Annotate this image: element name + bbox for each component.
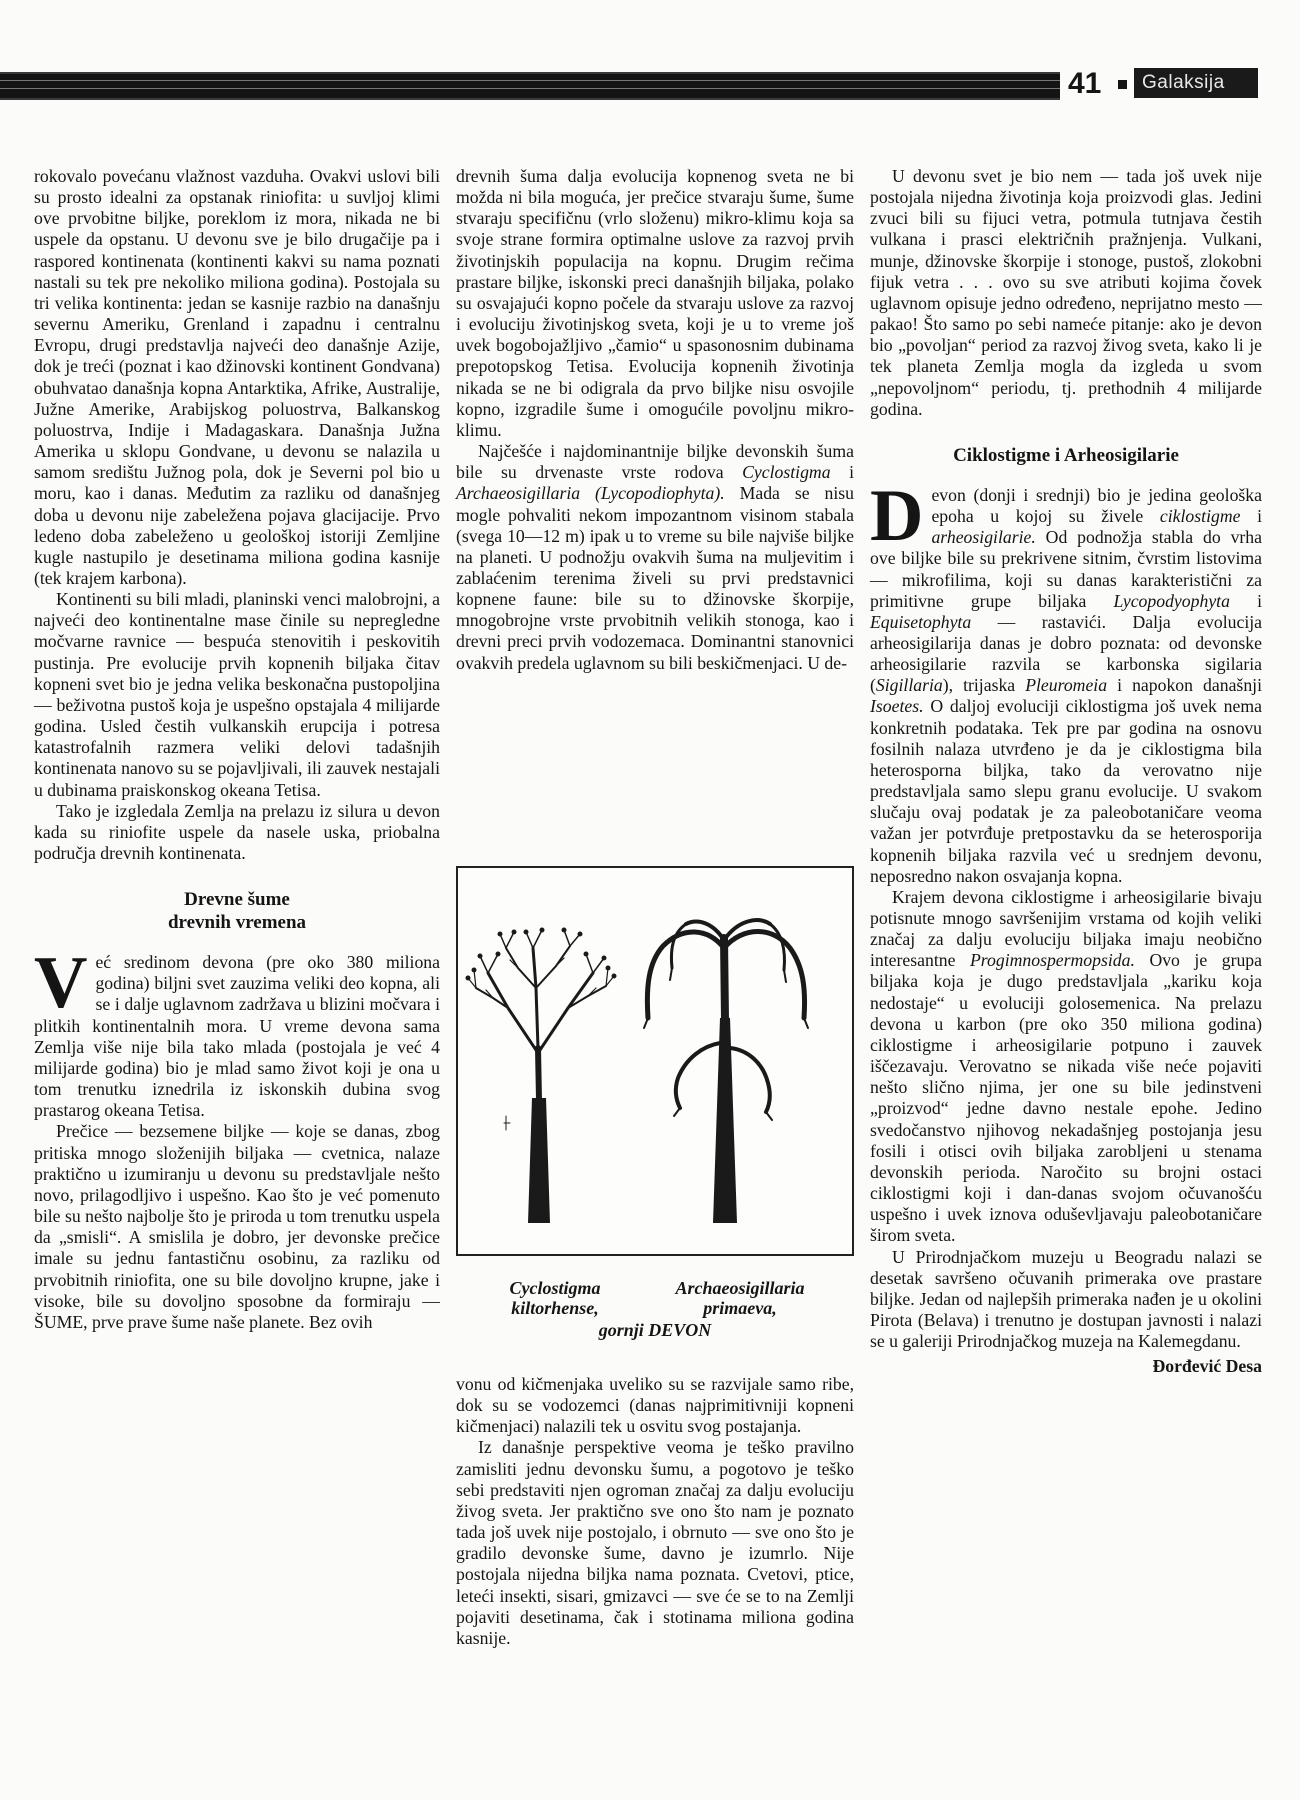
text-run: i	[1240, 506, 1262, 527]
column-3	[870, 166, 1262, 1377]
text-run: evon (donji i srednji) bio je jedina geološka epoha u kojoj su živele	[931, 484, 1262, 527]
paragraph: Kontinenti su bili mladi, planinski venci malobrojni, a najveći deo kontinentalne mase činile su nepregledne močvarne ravnice — bespuća stenovitih i peskovitih pustinja. Pre evolucije prvih kopnenih biljaka čitav kopneni svet bio je jedna velika beskonačna pustopoljina — beživotna pustoš koja je uspešno opstajala 4 milijarde godina. Usled čestih vulkanskih erupcija i potresa katastrofalnih razmera veliki delovi tadašnjih kontinenata nanovo su se pojavljivali, ili zauvek nestajali u dubinama praiskonskog okeana Tetisa.	[34, 589, 440, 800]
caption-line: primaeva,	[703, 1298, 777, 1318]
paragraph: U Prirodnjačkom muzeju u Beogradu nalazi se desetak savršeno očuvanih primeraka ove prastare biljke. Jedan od najlepših primeraka nađen je u okolini Pirota (Belava) i trenutno je dostupan javnosti i nalazi se u galeriji Prirodnjačkog muzeja na Kalemegdanu.	[870, 1246, 1262, 1352]
text-run: i	[830, 462, 854, 483]
paragraph	[456, 441, 854, 674]
paragraph: rokovalo povećanu vlažnost vazduha. Ovakvi uslovi bili su prosto idealni za opstanak riniofita: u suvljoj klimi ove prvobitne biljke, poreklom iz mora, nikada ne bi uspele da opstanu. U devonu sve je bilo drugačije pa i raspored kontinenata (kontinenti kakvi su nama poznati nastali su tek pre nekoliko miliona godina). Postojala su tri velika kontinenta: jedan se kasnije razbio na današnju severnu Ameriku, Grenland i zapadnu i centralnu Evropu, drugi predstavlja najveći deo današnje Azije, dok je treći (poznat i kao džinovski kontinent Gondvana) obuhvatao današnja kopna Antarktika, Afrike, Australije, Južne Amerike, Arabijskog poluostrva, Balkanskog poluostrva, Indije i Madagaskara. Današnja Južna Amerika u sklopu Gondvane, u devonu se nalazila u samom središtu Južnog pola, dok je Severni pol bio u moru, kao i danas. Međutim za razliku od današnjeg doba u devonu nije zabeležena pojava glacijacije. Prvo ledeno doba zabeleženo u geološkoj istoriji Zemljine kugle nastupilo je desetinama miliona godina kasnije (tek krajem karbona).	[34, 166, 440, 588]
text-run: Mada se nisu mogle pohvaliti nekom impozantnom visinom stabala (svega 10—12 m) ipak u to vreme su bile najviše biljke na planeti. U podnožju ovakvih šuma na muljevitim i zablaćenim terenima živeli su prvi predstavnici kopnene faune: bile su to džinovske škorpije, mnogobrojne vrste prvobitnih velikih stonoga, kao i drevni preci prvih vodozemaca. Dominantni stanovnici ovakvih predela uglavnom su bili beskičmenjaci. U de-	[456, 483, 854, 673]
genus-name: Archaeosigillaria (Lycopodiophyta).	[456, 483, 725, 504]
figure-caption-left	[470, 1278, 640, 1318]
text-run: i napokon današnji	[1107, 675, 1262, 696]
magazine-name: Galaksija	[1134, 68, 1258, 98]
paragraph: vonu od kičmenjaka uveliko su se razvijale samo ribe, dok su se vodozemci (danas najprimitivniji kopneni kičmenjaci) nalazili tek u osvitu svog postajanja.	[456, 1374, 854, 1437]
paragraph	[34, 942, 440, 1121]
archaeosigillaria-tree	[644, 920, 808, 1223]
taxon-name: Pleuromeia	[1025, 675, 1108, 696]
text-run: Najčešće i najdominantnije biljke devonskih šuma bile su drvenaste vrste rodova	[456, 441, 854, 483]
figure-caption-right	[640, 1278, 840, 1318]
figure-caption-era: gornji DEVON	[598, 1320, 712, 1340]
text-run: — rastavići. Dalja evolucija arheosigilarija danas je dobro poznata: od devonske arheosigilarie razvila se karbonska sigilaria (	[870, 611, 1262, 696]
tree-illustration	[456, 866, 854, 1256]
header-bullet	[1118, 80, 1127, 89]
text-run: Ovo je grupa biljaka koja je dugo predstavljala „kariku koja nedostaje“ u evoluciji golosemenica. Na prelazu devona u karbon (pre oko 350 miliona godina) ciklostigme i arheosigilarie potpuno i zauvek iščezavaju. Verovatno se nikada više neće pojaviti nešto slično njima, jer one su bile jedinstveni „proizvod“ jedne davno nestale epohe. Jedino svedočanstvo njihovog nekadašnjeg postojanja jesu fosili i otisci ovih biljaka zarobljeni u stenama devonskih perioda. Naročito su brojni ostaci ciklostigmi koji i dan-danas svojom očuvanošću uspešno i uvek iznova oduševljavaju paleobotaničare širom sveta.	[870, 950, 1262, 1246]
column-1	[34, 166, 440, 1333]
taxon-name: Equisetophyta	[870, 611, 972, 632]
section-heading-line: drevnih vremena	[167, 912, 307, 934]
taxon-name: Sigillaria	[875, 675, 943, 696]
column-2	[456, 166, 854, 674]
drop-cap: V	[34, 942, 88, 1025]
taxon-name: Isoetes.	[870, 696, 924, 717]
text-run: ), trijaska	[942, 675, 1026, 696]
drop-cap: D	[870, 474, 924, 557]
caption-line: Archaeosigillaria	[675, 1278, 805, 1298]
taxon-name: Progimnospermopsida.	[969, 950, 1135, 971]
paragraph	[870, 474, 1263, 887]
text-run: i	[1229, 590, 1263, 611]
paragraph: U devonu svet je bio nem — tada još uvek nije postojala nijedna životinja koja proizvodi glas. Jedini zvuci bili su fijuci vetra, potmula tutnjava čestih vulkana i prasci električnih pražnjenja. Vulkani, munje, džinovske škorpije i stonoge, pustoš, zlokobni fijuk vetra . . . ovo su sve atributi kojima čovek uglavnom opisuje jedno određeno, neprijatno mesto — pakao! Što samo po sebi nameće pitanje: ako je devon bio „povoljan“ period za razvoj živog sveta, kako li je tek planeta Zemlja mogla da izgleda u svom „nepovoljnom“ periodu, tj. prethodnih 4 milijarde godina.	[870, 166, 1262, 419]
text-run: Krajem devona ciklostigme i arheosigilarie bivaju potisnute mnogo savršenijim vrstama od kojih veliki značaj za dalju evoluciju biljaka imaju neobično interesantne	[870, 886, 1262, 971]
section-heading	[34, 888, 440, 934]
caption-line: kiltorhense,	[511, 1298, 599, 1318]
page-number: 41	[1068, 67, 1102, 100]
genus-name: Cyclostigma	[742, 462, 831, 483]
paragraph	[870, 887, 1262, 1247]
paragraph: Iz današnje perspektive veoma je teško pravilno zamisliti jednu devonsku šumu, a pogotovo je teško sebi predstaviti njen ogroman značaj za dalju evoluciju živog sveta. Jer praktično sve ono što nam je poznato tada još uvek nije postojalo, i obrnuto — sve ono što je gradilo devonske šume, davno je izumrlo. Nije postojala nijedna biljka nama poznata. Cvetovi, ptice, leteći insekti, sisari, gmizavci — sve će se to na Zemlji pojaviti desetinama, čak i stotinama miliona godina kasnije.	[456, 1437, 854, 1648]
header-rule-line	[0, 88, 1060, 89]
paragraph: Tako je izgledala Zemlja na prelazu iz silura u devon kada su riniofite uspele da nasele uska, priobalna područja drevnih kontinenata.	[34, 800, 440, 863]
column-2-continued	[456, 1374, 854, 1649]
section-heading: Ciklostigme i Arheosigilarie	[953, 444, 1179, 466]
text-run: Od podnožja stabla do vrha ove biljke bile su prekrivene sitnim, čvrstim listovima — mikrofilima, koji su danas karakteristični za primitivne grupe biljaka	[870, 527, 1262, 611]
text-run: O daljoj evoluciji ciklostigma još uvek nema konkretnih podataka. Tek pre par godina na osnovu fosilnih nalaza utvrđeno je da je ciklostigma bila heterosporna biljka, tako da verovatno nije predstavljala samo slepu granu evolucije. U svakom slučaju ovaj podatak je za paleobotaničare veoma važan jer potvrđuje pretpostavku da se heterosporija kopnenih biljaka razvila već u srednjem devonu, neposredno nakon osvajanja kopna.	[870, 696, 1262, 886]
cyclostigma-tree	[466, 928, 616, 1223]
header-rule-line	[0, 80, 1060, 81]
taxon-name: ciklostigme	[1159, 506, 1241, 527]
paragraph: drevnih šuma dalja evolucija kopnenog sveta ne bi možda ni bila moguća, jer prečice stvaraju šume, šume stvaraju specifičnu (vrlo složenu) mikro-klimu koja sa svoje strane formira optimalne uslove za razvoj prvih životinjskih populacija na kopnu. Drugim rečima prastare biljke, iskonski preci današnjih biljaka, polako su osvajajući kopno počele da stvaraju uslove za razvoj i evoluciju životinjskog sveta, koji je u to vreme još uvek bogobojažljivo „čamio“ u spasonosnim dubinama prepotopskog Tetisa. Evolucija kopnenih životinja nikada se ne bi odigrala da prvo biljke nisu osvojile kopno, izgradile šume i omogućile povoljnu mikro-klimu.	[456, 166, 854, 440]
author-signature: Đorđević Desa	[1152, 1356, 1262, 1377]
paragraph: Prečice — bezsemene biljke — koje se danas, zbog pritiska mnogo složenijih biljaka — cvetnica, nalaze praktično u izumiranju u devonu su predstavljale nešto novo, prilagodljivo i uspešno. Kao što je već pomenuto bile su nešto najbolje što je priroda u tom trenutku uspela da „smisli“. A smislila je dobro, jer devonske prečice imale su jednu fantastičnu osobinu, za razliku od prvobitnih riniofita, one su bile dovoljno krupne, jake i visoke, bile su dovoljno sposobne da formiraju — ŠUME, prve prave šume naše planete. Bez ovih	[34, 1121, 440, 1332]
paragraph-text: eć sredinom devona (pre oko 380 miliona godina) biljni svet zauzima veliki deo kopna, ali se i dalje uglavnom zadržava u blizini močvara i plitkih kontinentalnih mora. U vreme devona sama Zemlja više nije bila tako mlada (postojala je već 4 milijarde godina) bio je mlad samo život koji je ona u tom trenutku iznedrila iz iskonskih dubina svog prastarog okeana Tetisa.	[34, 952, 440, 1121]
header-rule	[0, 72, 1060, 100]
taxon-name: Lycopodyophyta	[1113, 590, 1230, 611]
section-heading-line: Drevne šume	[184, 889, 290, 911]
taxon-name: arheosigilarie.	[931, 527, 1036, 548]
caption-line: Cyclostigma	[509, 1278, 601, 1298]
tree-drawing	[458, 868, 852, 1254]
